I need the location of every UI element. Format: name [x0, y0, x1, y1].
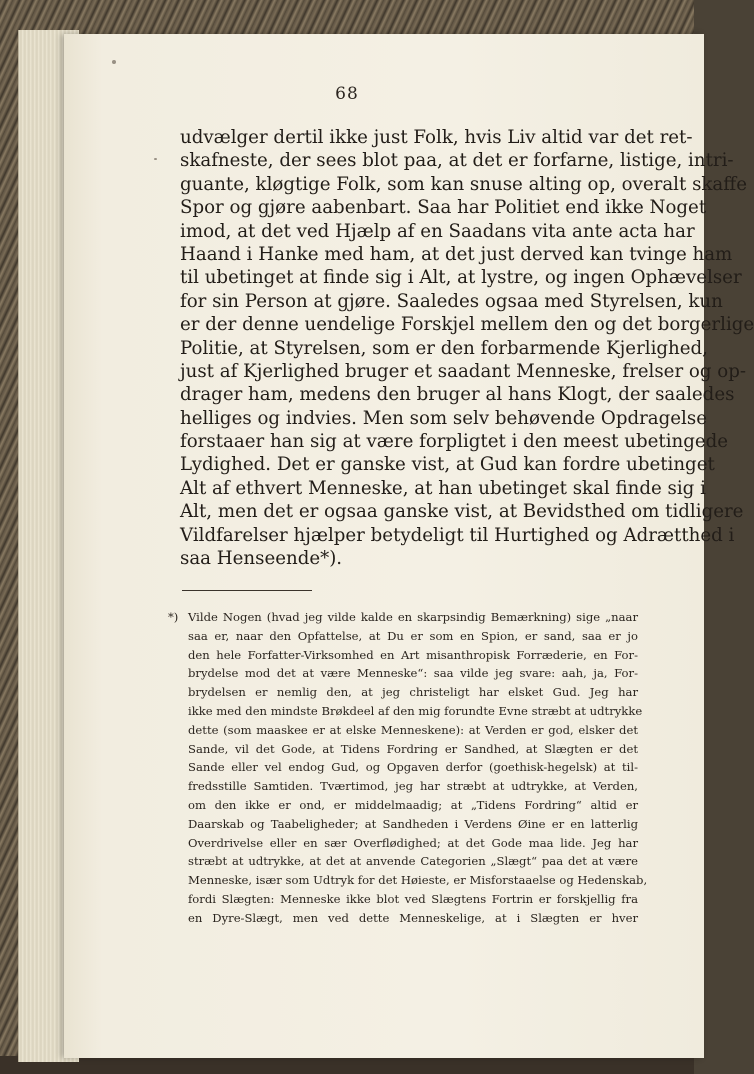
footnote-line: en Dyre-Slægt, men ved dette Menneskelige, at i Slægten er hver: [188, 910, 638, 925]
body-text: [180, 126, 754, 570]
body-line: til ubetinget at finde sig i Alt, at lystre, og ingen Ophævelser: [180, 267, 742, 289]
body-line: udvælger dertil ikke just Folk, hvis Liv altid var det ret-: [180, 127, 693, 148]
footnote-line: om den ikke er ond, er middelmaadig; at „Tidens Fordring“ altid er: [188, 797, 638, 812]
body-line: Vildfarelser hjælper betydeligt til Hurtighed og Adrætthed i: [180, 524, 735, 546]
book-bottom-edge: [0, 1056, 694, 1074]
body-line: drager ham, medens den bruger al hans Klogt, der saaledes: [180, 384, 735, 406]
body-line: just af Kjerlighed bruger et saadant Menneske, frelser og op-: [180, 360, 747, 382]
footnote-line: brydelsen er nemlig den, at jeg christeligt har elsket Gud. Jeg har: [188, 685, 638, 700]
body-line: Alt, men det er ogsaa ganske vist, at Bevidsthed om tidligere: [180, 501, 744, 523]
body-line: Politie, at Styrelsen, som er den forbarmende Kjerlighed,: [180, 337, 708, 359]
body-line: Lydighed. Det er ganske vist, at Gud kan fordre ubetinget: [180, 454, 715, 476]
footnote-line: Sande eller vel endog Gud, og Opgaven derfor (goethisk-hegelsk) at til-: [188, 760, 638, 775]
body-line: imod, at det ved Hjælp af en Saadans vita ante acta har: [180, 220, 695, 242]
body-line: for sin Person at gjøre. Saaledes ogsaa med Styrelsen, kun: [180, 290, 723, 312]
footnote-line: den hele Forfatter-Virksomhed en Art misanthropisk Forræderie, en For-: [188, 647, 638, 662]
body-line: er der denne uendelige Forskjel mellem den og det borgerlige: [180, 314, 754, 336]
footnote-line: fordi Slægten: Menneske ikke blot ved Slægtens Fortrin er forskjellig fra: [188, 891, 638, 906]
footnote-line: Daarskab og Taabeligheder; at Sandheden i Verdens Øine er en latterlig: [188, 816, 638, 831]
footnote-marker: *): [168, 610, 179, 624]
footnote-line: Sande, vil det Gode, at Tidens Fordring er Sandhed, at Slægten er det: [188, 741, 638, 756]
footnote-line: Vilde Nogen (hvad jeg vilde kalde en skarpsindig Bemærkning) sige „naar: [188, 610, 638, 624]
body-line: guante, kløgtige Folk, som kan snuse alting op, overalt skaffe: [180, 173, 747, 195]
footnote-line: ikke med den mindste Brøkdeel af den mig forundte Evne stræbt at udtrykke: [188, 703, 643, 718]
body-line: Alt af ethvert Menneske, at han ubetinget skal finde sig i: [180, 477, 706, 499]
footnote: [168, 608, 648, 928]
body-line: helliges og indvies. Men som selv behøvende Opdragelse: [180, 407, 707, 429]
paper-spot: [112, 60, 116, 64]
footnote-divider: [182, 590, 312, 591]
body-line: skafneste, der sees blot paa, at det er forfarne, listige, intri-: [180, 150, 734, 172]
footnote-line: brydelse mod det at være Menneske“: saa vilde jeg svare: aah, ja, For-: [188, 666, 638, 681]
page-number: 68: [335, 84, 359, 104]
footnote-line: dette (som maaskee er at elske Menneskene): at Verden er god, elsker det: [188, 722, 638, 737]
footnote-line: Overdrivelse eller en sær Overflødighed; at det Gode maa lide. Jeg har: [188, 835, 638, 850]
footnote-line: fredsstille Samtiden. Tværtimod, jeg har stræbt at udtrykke, at Verden,: [188, 779, 638, 794]
footnote-line: stræbt at udtrykke, at det at anvende Categorien „Slægt“ paa det at være: [188, 854, 638, 869]
paper-spot: [154, 158, 157, 160]
body-line: forstaaer han sig at være forpligtet i den meest ubetingede: [180, 431, 729, 453]
body-line: saa Henseende*).: [180, 548, 343, 570]
body-line: Spor og gjøre aabenbart. Saa har Politiet end ikke Noget: [180, 197, 707, 219]
footnote-line: saa er, naar den Opfattelse, at Du er som en Spion, er sand, saa er jo: [188, 628, 638, 643]
body-line: Haand i Hanke med ham, at det just derved kan tvinge ham: [180, 243, 733, 265]
footnote-line: Menneske, især som Udtryk for det Høieste, er Misforstaaelse og Hedenskab,: [188, 873, 648, 888]
